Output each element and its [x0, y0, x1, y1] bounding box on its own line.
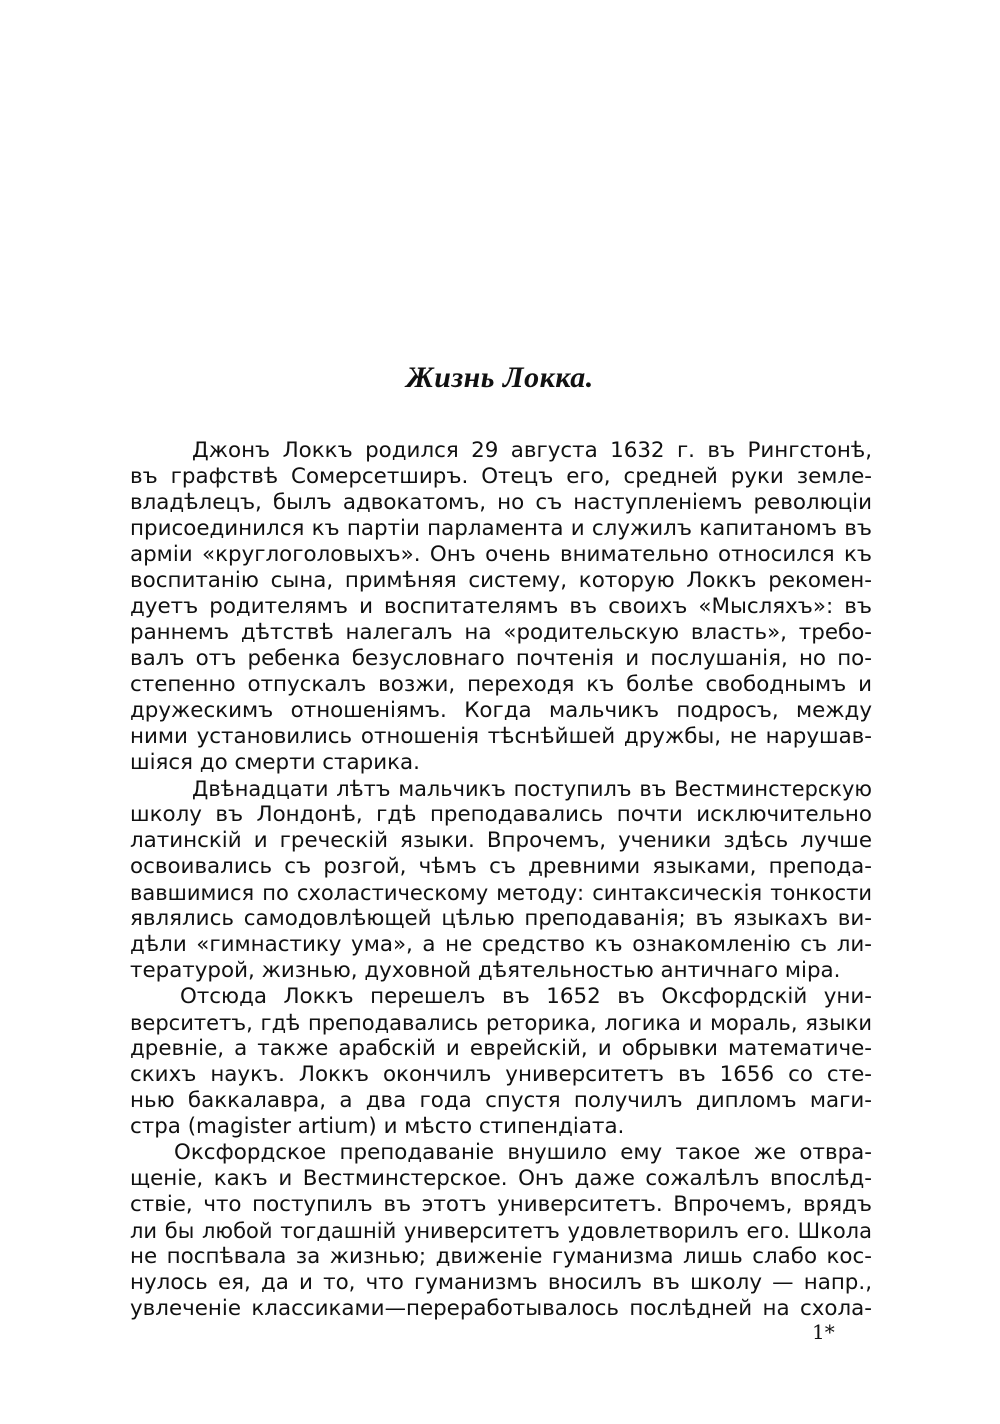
text-line: вавшимися по схоластическому методу: синтаксическія тонкости: [130, 881, 872, 905]
text-line: не поспѣвала за жизнью; движеніе гуманизма лишь слабо кос-: [130, 1244, 872, 1269]
text-line: раннемъ дѣтствѣ налегалъ на «родительскую власть», требо-: [130, 620, 872, 645]
text-line: являлись самодовлѣющей цѣлью преподаванія; въ языкахъ ви-: [130, 906, 872, 931]
text-line: арміи «круглоголовыхъ». Онъ очень внимательно относился къ: [130, 542, 872, 567]
text-line: шіяся до смерти старика.: [130, 750, 420, 775]
text-line: валъ отъ ребенка безусловнаго почтенія и послушанія, но по-: [130, 646, 872, 671]
body-text: [130, 438, 872, 1322]
text-line: воспитанію сына, примѣняя систему, которую Локкъ рекомен-: [130, 568, 872, 593]
text-line: дѣли «гимнастику ума», а не средство къ ознакомленію съ ли-: [130, 932, 872, 957]
text-line: ними установились отношенія тѣснѣйшей дружбы, не нарушав-: [130, 724, 872, 749]
paragraph-3: [130, 984, 872, 1140]
text-line: Оксфордское преподаваніе внушило ему такое же отвра-: [174, 1140, 872, 1165]
page-number: 1*: [812, 1320, 835, 1344]
text-line: щеніе, какъ и Вестминстерское. Онъ даже сожалѣлъ впослѣд-: [130, 1166, 872, 1191]
text-line: ли бы любой тогдашній университетъ удовлетворилъ его. Школа: [130, 1218, 872, 1243]
text-line: Двѣнадцати лѣтъ мальчикъ поступилъ въ Вестминстерскую: [192, 777, 872, 801]
paragraph-4: [130, 1140, 872, 1322]
text-line: Джонъ Локкъ родился 29 августа 1632 г. въ Рингстонѣ,: [192, 438, 872, 463]
text-line: владѣлецъ, былъ адвокатомъ, но съ наступленіемъ революціи: [130, 490, 872, 515]
text-line: нью баккалавра, а два года спустя получилъ дипломъ маги-: [130, 1088, 872, 1113]
text-line: Отсюда Локкъ перешелъ въ 1652 въ Оксфордскій уни-: [180, 984, 872, 1009]
text-line: ствіе, что поступилъ въ этотъ университетъ. Впрочемъ, врядъ: [130, 1192, 872, 1217]
text-line: увлеченіе классиками—переработывалось послѣдней на схола-: [130, 1296, 872, 1321]
paragraph-2: [130, 776, 872, 984]
text-line: освоивались съ розгой, чѣмъ съ древними языками, препода-: [130, 854, 872, 879]
text-line: древніе, а также арабскій и еврейскій, и обрывки математиче-: [130, 1036, 872, 1061]
text-line: въ графствѣ Сомерсетширъ. Отецъ его, средней руки земле-: [130, 464, 872, 489]
text-line: стра (magister artium) и мѣсто стипендіата.: [130, 1114, 625, 1139]
text-line: школу въ Лондонѣ, гдѣ преподавались почти исключительно: [130, 802, 872, 827]
paragraph-1: [130, 438, 872, 776]
text-line: верситетъ, гдѣ преподавались реторика, логика и мораль, языки: [130, 1010, 872, 1035]
text-line: латинскій и греческій языки. Впрочемъ, ученики здѣсь лучше: [130, 828, 872, 853]
text-line: скихъ наукъ. Локкъ окончилъ университетъ въ 1656 со сте-: [130, 1062, 872, 1087]
text-line: дуетъ родителямъ и воспитателямъ въ своихъ «Мысляхъ»: въ: [130, 594, 872, 619]
chapter-title: Жизнь Локка.: [406, 361, 594, 394]
text-line: тературой, жизнью, духовной дѣятельностью античнаго міра.: [130, 958, 841, 983]
text-line: нулось ея, да и то, что гуманизмъ вносилъ въ школу — напр.,: [130, 1270, 872, 1295]
text-line: степенно отпускалъ возжи, переходя къ болѣе свободнымъ и: [130, 672, 872, 697]
text-line: присоединился къ партіи парламента и служилъ капитаномъ въ: [130, 516, 872, 541]
text-line: дружескимъ отношеніямъ. Когда мальчикъ подросъ, между: [130, 698, 872, 723]
